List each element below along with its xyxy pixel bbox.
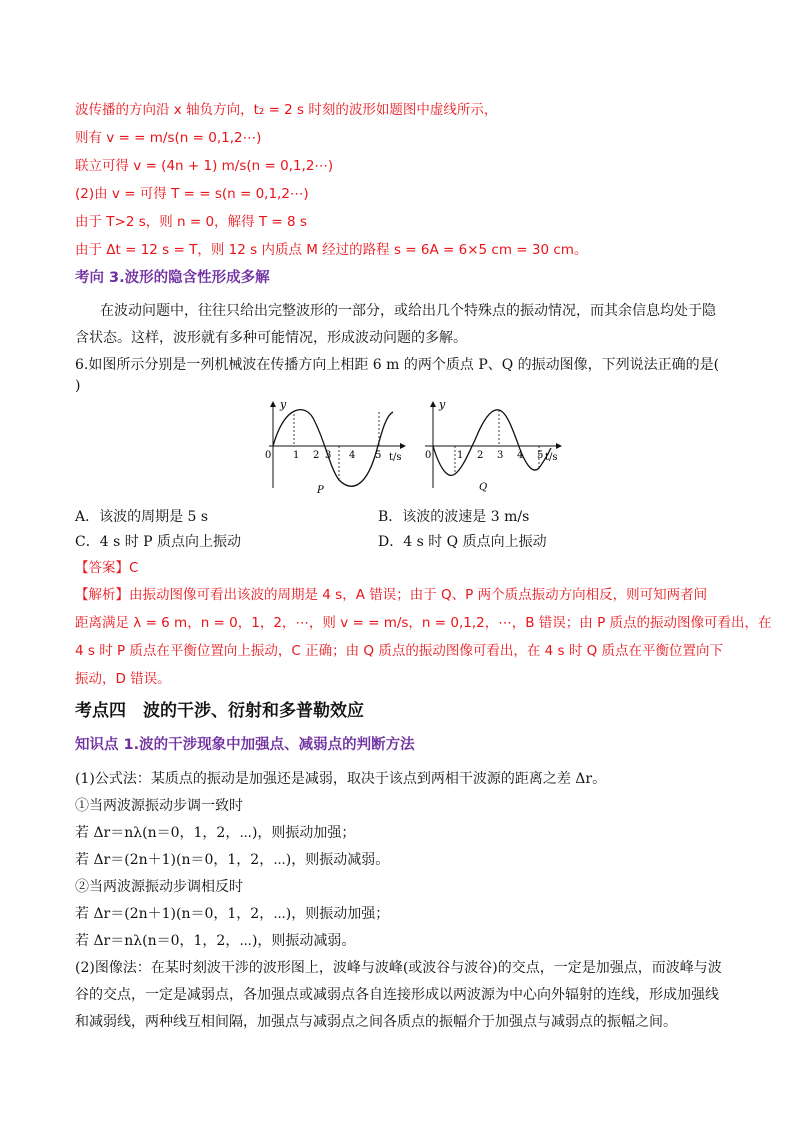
paragraph-line: 在波动问题中，往往只给出完整波形的一部分，或给出几个特殊点的振动情况，而其余信息均处于隐 xyxy=(100,303,716,319)
option-b: B．该波的波速是 3 m/s xyxy=(378,509,530,525)
tick-label: 5 xyxy=(375,450,382,461)
graph-caption-p: P xyxy=(317,485,324,496)
graph-caption-q: Q xyxy=(479,482,488,493)
answer-tag: 【答案】 xyxy=(75,560,129,576)
option-a: A．该波的周期是 5 s xyxy=(75,509,209,525)
section-heading: 考向 3.波形的隐含性形成多解 xyxy=(75,270,270,286)
question-stem-end: ) xyxy=(75,378,81,394)
analysis-tag: 【解析】 xyxy=(75,587,129,603)
knowledge-heading: 知识点 1.波的干涉现象中加强点、减弱点的判断方法 xyxy=(75,737,415,753)
analysis-text: 由振动图像可看出该波的周期是 4 s，A 错误；由于 Q、P 两个质点振动方向相反，则可知两者间 xyxy=(129,587,708,603)
solution-line-1: 波传播的方向沿 x 轴负方向，t₂ = 2 s 时刻的波形如题图中虚线所示， xyxy=(75,102,498,118)
analysis-line-4: 振动，D 错误。 xyxy=(75,671,171,687)
y-axis-label: y xyxy=(280,398,287,411)
option-d: D．4 s 时 Q 质点向上振动 xyxy=(378,534,547,550)
method-line-9: 谷的交点，一定是减弱点，各加强点或减弱点各自连接形成以两波源为中心向外辐射的连线，形成加强线 xyxy=(75,987,719,1003)
tick-label: 2 xyxy=(477,450,484,461)
method-line-8: (2)图像法：在某时刻波干涉的波形图上，波峰与波峰(或波谷与波谷)的交点，一定是加强点，而波峰与波 xyxy=(75,960,722,976)
solution-line-5: 由于 T>2 s，则 n = 0，解得 T = 8 s xyxy=(75,214,307,230)
analysis-line-3: 4 s 时 P 质点在平衡位置向上振动，C 正确；由 Q 质点的振动图像可看出，在 4 s 时 Q 质点在平衡位置向下 xyxy=(75,643,724,659)
tick-label: 4 xyxy=(517,450,524,461)
tick-label: 3 xyxy=(325,450,332,461)
section-title: 考点四 波的干涉、衍射和多普勒效应 xyxy=(75,701,364,721)
solution-line-3: 联立可得 v = (4n + 1) m/s(n = 0,1,2⋯) xyxy=(75,158,334,174)
question-stem: 6.如图所示分别是一列机械波在传播方向上相距 6 m 的两个质点 P、Q 的振动图像，下列说法正确的是( xyxy=(75,357,720,373)
tick-label: 0 xyxy=(425,450,432,461)
method-line-6: 若 Δr＝(2n＋1)(n＝0，1，2，⋯)，则振动加强； xyxy=(75,906,390,922)
x-axis-label: t/s xyxy=(545,452,558,463)
option-c: C．4 s 时 P 质点向上振动 xyxy=(75,534,242,550)
answer-line xyxy=(75,556,138,576)
vibration-graphs xyxy=(255,396,575,502)
x-axis-label: t/s xyxy=(389,452,402,463)
paragraph-line: 含状态。这样，波形就有多种可能情况，形成波动问题的多解。 xyxy=(75,330,467,346)
tick-label: 1 xyxy=(293,450,300,461)
analysis-line-2: 距离满足 λ = 6 m，n = 0，1，2，⋯，则 v = = m/s，n = 0,1,2，⋯，B 错误；由 P 质点的振动图像可看出，在 xyxy=(75,615,772,631)
method-line-10: 和减弱线，两种线互相间隔，加强点与减弱点之间各质点的振幅介于加强点与减弱点的振幅之间。 xyxy=(75,1014,677,1030)
tick-label: 5 xyxy=(537,450,544,461)
solution-line-2: 则有 v = = m/s(n = 0,1,2⋯) xyxy=(75,130,262,146)
tick-label: 3 xyxy=(497,450,504,461)
tick-label: 4 xyxy=(349,450,356,461)
graph-p xyxy=(265,398,405,496)
solution-line-4: (2)由 v = 可得 T = = s(n = 0,1,2⋯) xyxy=(75,186,309,202)
analysis-line-1 xyxy=(75,583,707,603)
tick-label: 1 xyxy=(457,450,464,461)
method-line-7: 若 Δr＝nλ(n＝0，1，2，⋯)，则振动减弱。 xyxy=(75,933,356,949)
method-line-2: ①当两波源振动步调一致时 xyxy=(75,798,243,814)
method-line-1: (1)公式法：某质点的振动是加强还是减弱，取决于该点到两相干波源的距离之差 Δr。 xyxy=(75,771,607,787)
y-axis-label: y xyxy=(439,398,446,411)
method-line-5: ②当两波源振动步调相反时 xyxy=(75,879,243,895)
method-line-3: 若 Δr＝nλ(n＝0，1，2，⋯)，则振动加强； xyxy=(75,825,356,841)
answer-value: C xyxy=(129,560,139,576)
method-line-4: 若 Δr＝(2n＋1)(n＝0，1，2，⋯)，则振动减弱。 xyxy=(75,852,390,868)
tick-label: 0 xyxy=(265,450,272,461)
solution-line-6: 由于 Δt = 12 s = T，则 12 s 内质点 M 经过的路程 s = 6A = 6×5 cm = 30 cm。 xyxy=(75,242,588,258)
graph-q xyxy=(425,398,561,493)
tick-label: 2 xyxy=(313,450,320,461)
